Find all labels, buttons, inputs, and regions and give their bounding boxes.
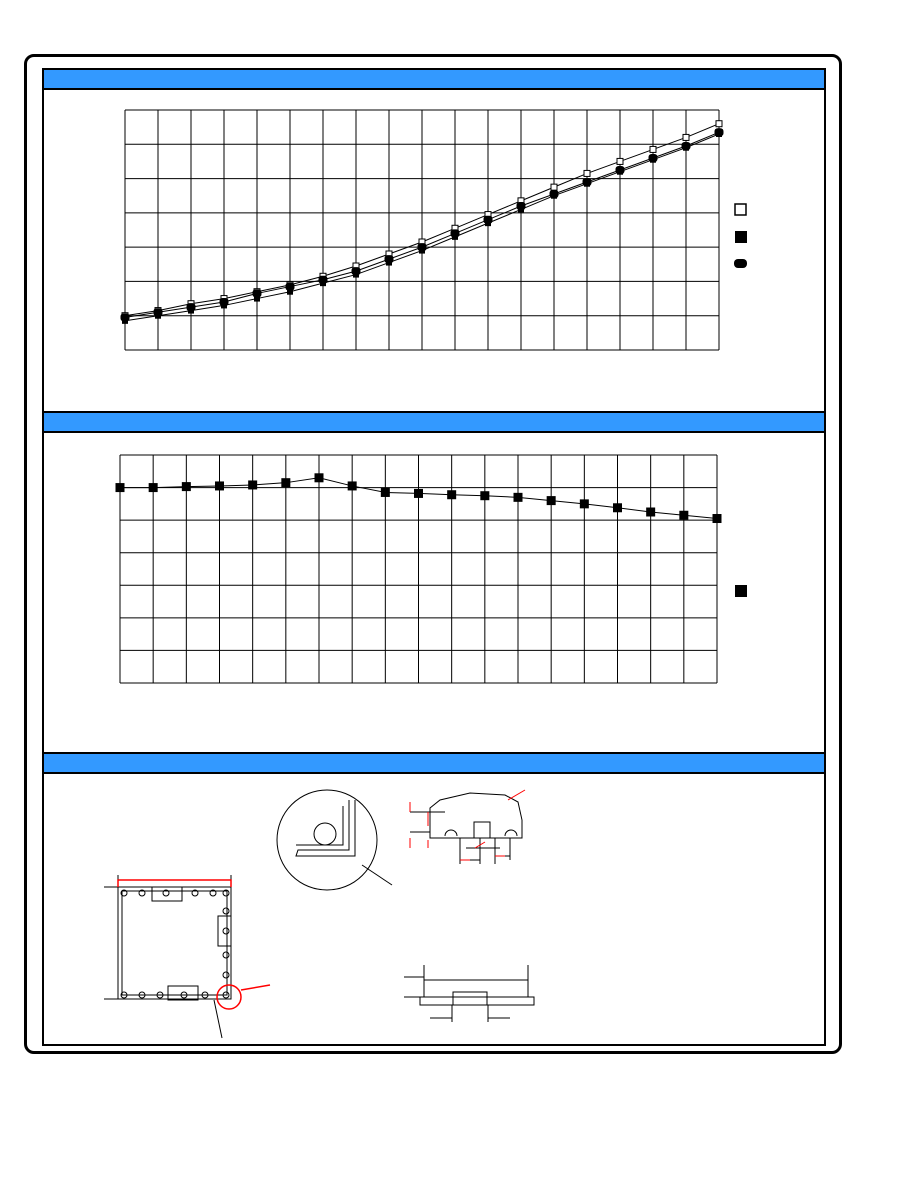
plan-view-holes bbox=[121, 890, 229, 998]
dimension-markers-red bbox=[410, 790, 525, 860]
bottom-profile-view bbox=[404, 965, 534, 1022]
side-profile-view bbox=[410, 793, 522, 864]
detail-circle-view bbox=[277, 790, 392, 890]
plan-view bbox=[104, 875, 231, 1038]
plan-view-red-outline bbox=[118, 880, 270, 1009]
